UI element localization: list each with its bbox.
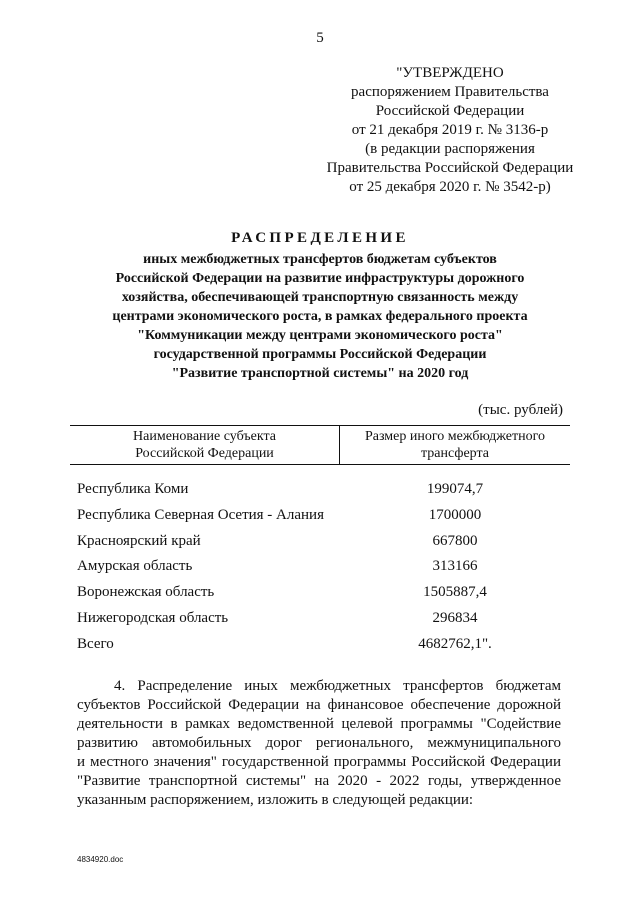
row-value: 296834 — [432, 610, 478, 626]
table-row — [0, 507, 640, 527]
table-header-subject — [70, 428, 339, 462]
document-title: РАСПРЕДЕЛЕНИЕ — [231, 230, 409, 246]
row-value: 1700000 — [428, 507, 482, 523]
row-value: 199074,7 — [426, 481, 484, 497]
subtitle-line: центрами экономического роста, в рамках федерального проекта — [112, 309, 528, 324]
row-name: Республика Коми — [77, 481, 189, 497]
row-value: 313166 — [432, 558, 478, 574]
document-subtitle — [0, 250, 640, 383]
header-line: Наименование субъекта — [133, 429, 276, 444]
subtitle-line: государственной программы Российской Федерации — [153, 347, 487, 362]
units-label: (тыс. рублей) — [478, 402, 563, 418]
row-name: Республика Северная Осетия - Алания — [77, 507, 324, 523]
table-row — [0, 533, 640, 553]
table-header-amount — [340, 428, 570, 462]
approval-line: распоряжением Правительства — [351, 84, 549, 100]
approval-line: Правительства Российской Федерации — [326, 160, 574, 176]
header-line: Российской Федерации — [135, 446, 274, 461]
paragraph-line: указанным распоряжением, изложить в следующей редакции: — [77, 792, 474, 808]
paragraph-line: "Развитие транспортной системы" на 2020 - 2022 годы, утвержденное — [77, 773, 561, 789]
body-paragraph — [77, 677, 561, 810]
approval-line: от 21 декабря 2019 г. № 3136-р — [351, 122, 549, 138]
page-number: 5 — [316, 30, 324, 46]
paragraph-line: субъектов Российской Федерации на финансовое обеспечение дорожной — [77, 697, 561, 713]
table-top-border — [70, 425, 570, 426]
table-row — [0, 481, 640, 501]
table-row-total — [0, 636, 640, 656]
row-value: 4682762,1". — [418, 636, 492, 652]
row-name: Амурская область — [77, 558, 193, 574]
paragraph-line: развитию автомобильных дорог регионального, межмуниципального — [77, 735, 561, 751]
file-name-footer: 4834920.doc — [77, 855, 124, 864]
subtitle-line: "Коммуникации между центрами экономического роста" — [137, 328, 503, 343]
paragraph-line: деятельности в рамках ведомственной целевой программы "Содействие — [77, 716, 561, 732]
row-name: Всего — [77, 636, 114, 652]
table-row — [0, 558, 640, 578]
row-value: 667800 — [432, 533, 478, 549]
subtitle-line: хозяйства, обеспечивающей транспортную связанность между — [121, 290, 519, 305]
table-header-border — [70, 464, 570, 465]
paragraph-line: 4. Распределение иных межбюджетных трансфертов бюджетам — [114, 678, 561, 694]
approval-line: (в редакции распоряжения — [365, 141, 535, 157]
row-value: 1505887,4 — [423, 584, 487, 600]
row-name: Воронежская область — [77, 584, 215, 600]
approval-line: от 25 декабря 2020 г. № 3542-р) — [349, 179, 551, 195]
approval-line: "УТВЕРЖДЕНО — [396, 65, 504, 81]
approval-block — [300, 64, 600, 197]
table-row — [0, 584, 640, 604]
subtitle-line: иных межбюджетных трансфертов бюджетам субъектов — [143, 252, 497, 267]
table-row — [0, 610, 640, 630]
subtitle-line: Российской Федерации на развитие инфраструктуры дорожного — [115, 271, 525, 286]
row-name: Нижегородская область — [77, 610, 229, 626]
approval-line: Российской Федерации — [375, 103, 525, 119]
paragraph-line: и местного значения" государственной программы Российской Федерации — [77, 754, 561, 770]
header-line: Размер иного межбюджетного — [364, 429, 546, 444]
subtitle-line: "Развитие транспортной системы" на 2020 год — [171, 366, 469, 381]
header-line: трансферта — [421, 446, 489, 461]
row-name: Красноярский край — [77, 533, 201, 549]
